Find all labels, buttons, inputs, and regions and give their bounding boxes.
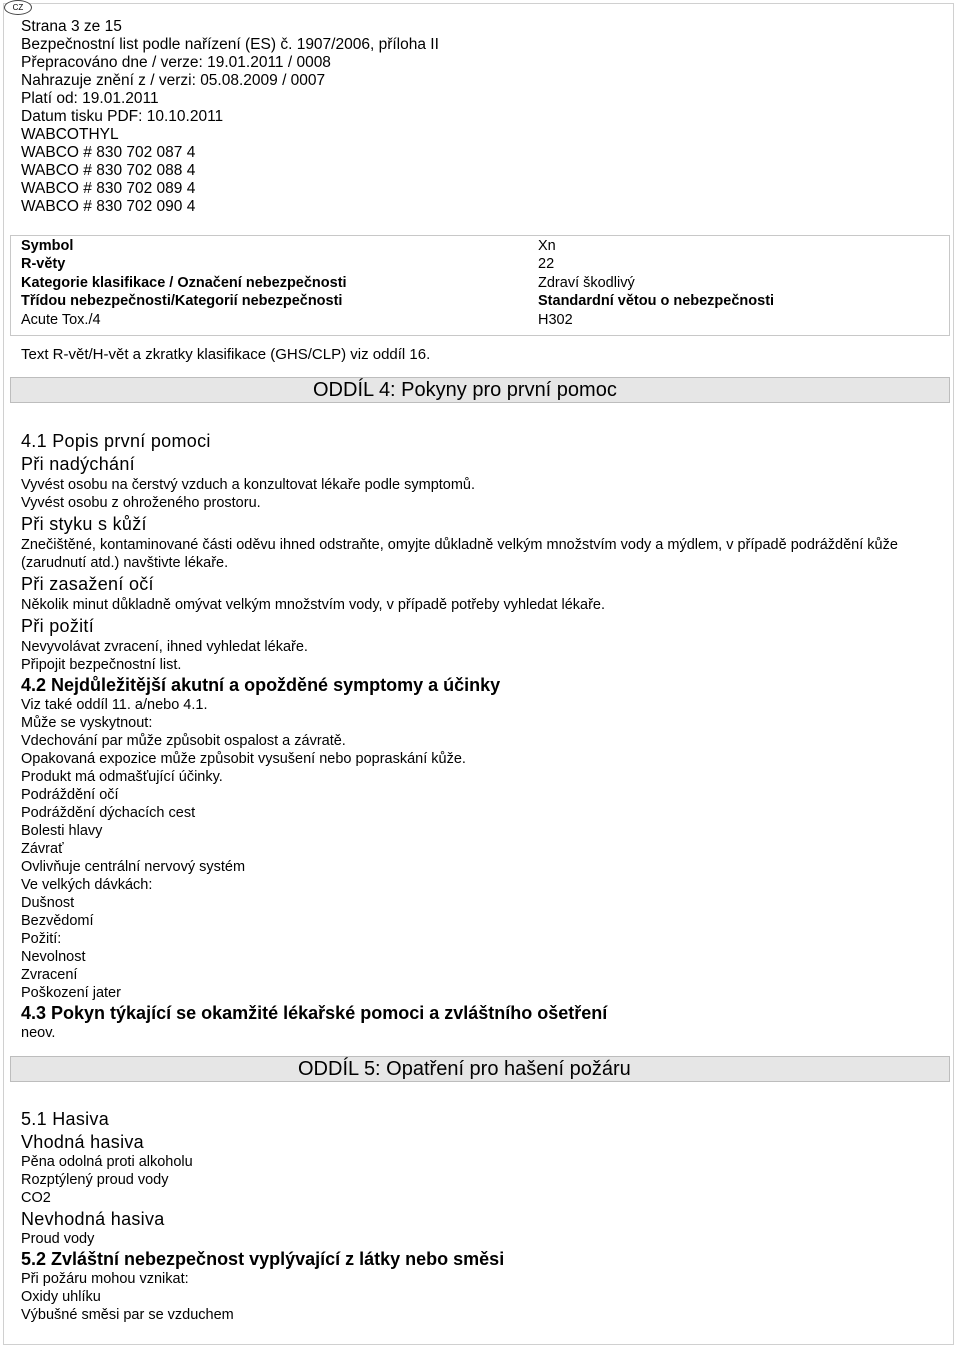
unsuitable-line: Proud vody — [21, 1231, 95, 1247]
suitable-line: CO2 — [21, 1190, 51, 1206]
header-line: Datum tisku PDF: 10.10.2011 — [21, 108, 224, 125]
row-key: Třídou nebezpečnosti/Kategorií nebezpečnosti — [21, 293, 343, 309]
subsection-5-2-title: 5.2 Zvláštní nebezpečnost vyplývající z látky nebo směsi — [21, 1249, 505, 1269]
symptom-line: Ve velkých dávkách: — [21, 877, 153, 893]
symptom-line: Bolesti hlavy — [21, 823, 103, 839]
symptom-line: Viz také oddíl 11. a/nebo 4.1. — [21, 697, 208, 713]
eye-text: Několik minut důkladně omývat velkým množstvím vody, v případě potřeby vyhledat lékaře. — [21, 597, 606, 613]
header-line: WABCOTHYL — [21, 126, 119, 143]
section-4-content — [21, 430, 936, 1042]
header-line: Strana 3 ze 15 — [21, 18, 122, 35]
symptom-line: Nevolnost — [21, 949, 86, 965]
header-line: Nahrazuje znění z / verzi: 05.08.2009 / 0007 — [21, 72, 326, 89]
classification-row — [11, 274, 949, 292]
symptom-line: Podráždění očí — [21, 787, 119, 803]
classification-row — [11, 311, 949, 329]
symptom-line: Opakovaná expozice může způsobit vysušení nebo popraskání kůže. — [21, 751, 466, 767]
section-5-bar — [10, 1056, 950, 1082]
row-value: 22 — [538, 256, 555, 272]
symptom-line: Dušnost — [21, 895, 75, 911]
row-key: Kategorie klasifikace / Označení nebezpečnosti — [21, 275, 347, 291]
hazard-line: Oxidy uhlíku — [21, 1289, 101, 1305]
section-5-title: ODDÍL 5: Opatření pro hašení požáru — [298, 1058, 631, 1080]
row-key: Symbol — [21, 238, 74, 254]
suitable-line: Pěna odolná proti alkoholu — [21, 1154, 193, 1170]
symptom-line: Požití: — [21, 931, 62, 947]
eye-title: Při zasažení očí — [21, 574, 154, 594]
header-line: WABCO # 830 702 090 4 — [21, 198, 196, 215]
symptom-line: Podráždění dýchacích cest — [21, 805, 196, 821]
subsection-5-1-title: 5.1 Hasiva — [21, 1109, 110, 1129]
hazard-line: Při požáru mohou vznikat: — [21, 1271, 189, 1287]
section-5-content — [21, 1108, 504, 1324]
inhalation-text: Vyvést osobu na čerstvý vzduch a konzultovat lékaře podle symptomů. — [21, 477, 476, 493]
hazard-line: Výbušné směsi par se vzduchem — [21, 1307, 234, 1323]
symptom-line: Může se vyskytnout: — [21, 715, 153, 731]
ingestion-text: Připojit bezpečnostní list. — [21, 657, 182, 673]
header-line: WABCO # 830 702 087 4 — [21, 144, 196, 161]
header-line: Platí od: 19.01.2011 — [21, 90, 159, 107]
row-key: Acute Tox./4 — [21, 312, 101, 328]
symptom-line: Zvracení — [21, 967, 78, 983]
subsection-4-3-text: neov. — [21, 1025, 56, 1041]
row-key: R-věty — [21, 256, 66, 272]
classification-row — [11, 237, 949, 255]
classification-table — [10, 235, 950, 336]
section-4-bar — [10, 377, 950, 403]
row-value: Standardní větou o nebezpečnosti — [538, 293, 775, 309]
header-line: WABCO # 830 702 089 4 — [21, 180, 196, 197]
subsection-4-3-title: 4.3 Pokyn týkající se okamžité lékařské pomoci a zvláštního ošetření — [21, 1003, 608, 1023]
symptom-line: Závrať — [21, 841, 64, 857]
country-badge: CZ — [4, 0, 32, 15]
row-value: Zdraví škodlivý — [538, 275, 635, 291]
skin-text: Znečištěné, kontaminované části oděvu ihned odstraňte, omyjte důkladně velkým množstvím vody a mýdlem, v případě podráždění kůže (zarudnutí atd.) navštivte lékaře. — [21, 537, 898, 571]
ingestion-title: Při požití — [21, 616, 95, 636]
section-4-title: ODDÍL 4: Pokyny pro první pomoc — [313, 379, 617, 401]
header-line: Bezpečnostní list podle nařízení (ES) č. 1907/2006, příloha II — [21, 36, 439, 53]
symptom-line: Bezvědomí — [21, 913, 94, 929]
unsuitable-title: Nevhodná hasiva — [21, 1209, 165, 1229]
classification-row — [11, 292, 949, 310]
inhalation-title: Při nadýchání — [21, 454, 135, 474]
symptom-line: Ovlivňuje centrální nervový systém — [21, 859, 246, 875]
symptom-line: Poškození jater — [21, 985, 121, 1001]
suitable-line: Rozptýlený proud vody — [21, 1172, 169, 1188]
classification-note: Text R-vět/H-vět a zkratky klasifikace (GHS/CLP) viz oddíl 16. — [21, 346, 431, 363]
suitable-title: Vhodná hasiva — [21, 1132, 144, 1152]
symptom-line: Produkt má odmašťující účinky. — [21, 769, 223, 785]
symptom-line: Vdechování par může způsobit ospalost a závratě. — [21, 733, 346, 749]
header-line: WABCO # 830 702 088 4 — [21, 162, 196, 179]
classification-row — [11, 255, 949, 273]
inhalation-text: Vyvést osobu z ohroženého prostoru. — [21, 495, 261, 511]
row-value: Xn — [538, 238, 556, 254]
ingestion-text: Nevyvolávat zvracení, ihned vyhledat lékaře. — [21, 639, 308, 655]
header-line: Přepracováno dne / verze: 19.01.2011 / 0008 — [21, 54, 331, 71]
subsection-4-2-title: 4.2 Nejdůležitější akutní a opožděné symptomy a účinky — [21, 675, 501, 695]
skin-title: Při styku s kůží — [21, 514, 147, 534]
row-value: H302 — [538, 312, 573, 328]
document-header — [21, 18, 439, 216]
subsection-4-1-title: 4.1 Popis první pomoci — [21, 431, 211, 451]
